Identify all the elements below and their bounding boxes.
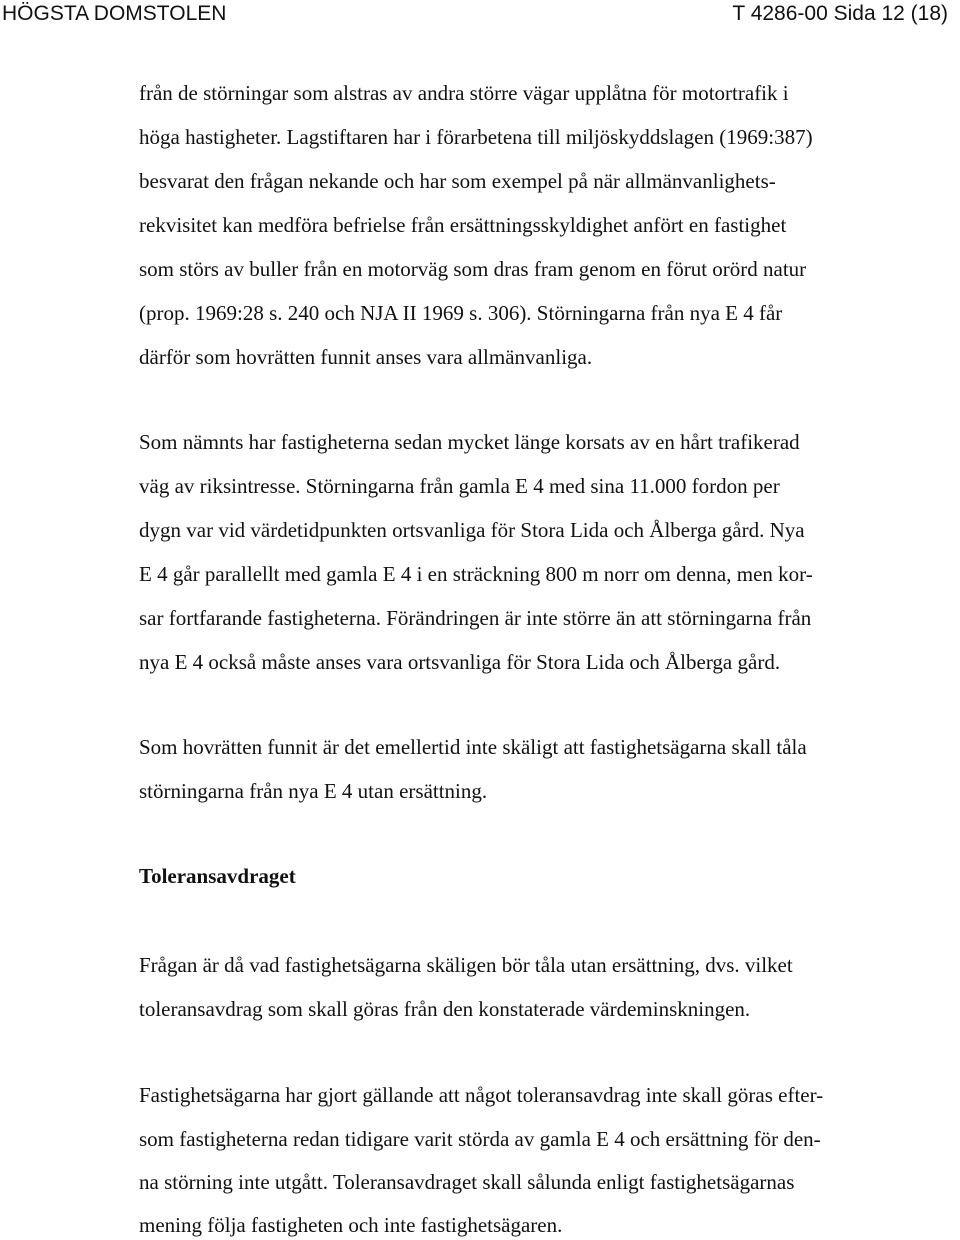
case-page-number: T 4286-00 Sida 12 (18) [732, 2, 948, 25]
text-line: störningarna från nya E 4 utan ersättning. [139, 779, 488, 803]
text-line: Som hovrätten funnit är det emellertid inte skäligt att fastighetsägarna skall tåla [139, 735, 807, 759]
text-line: höga hastigheter. Lagstiftaren har i förarbetena till miljöskyddslagen (1969:387) [139, 125, 813, 149]
text-line: toleransavdrag som skall göras från den konstaterade värdeminskningen. [139, 997, 751, 1021]
text-line: nya E 4 också måste anses vara ortsvanliga för Stora Lida och Ålberga gård. [139, 650, 781, 674]
text-line: sar fortfarande fastigheterna. Förändringen är inte större än att störningarna från [139, 606, 812, 630]
text-line: E 4 går parallellt med gamla E 4 i en sträckning 800 m norr om denna, men kor- [139, 562, 813, 586]
text-line: (prop. 1969:28 s. 240 och NJA II 1969 s. 306). Störningarna från nya E 4 får [139, 301, 783, 325]
text-line: därför som hovrätten funnit anses vara allmänvanliga. [139, 345, 593, 369]
text-line: från de störningar som alstras av andra större vägar upplåtna för motortrafik i [139, 81, 789, 105]
page-header [0, 0, 960, 28]
text-line: Fastighetsägarna har gjort gällande att något toleransavdrag inte skall göras efter- [139, 1083, 824, 1107]
text-line: mening följa fastigheten och inte fastighetsägaren. [139, 1213, 563, 1237]
text-line: som störs av buller från en motorväg som dras fram genom en förut orörd natur [139, 257, 807, 281]
text-line: dygn var vid värdetidpunkten ortsvanliga för Stora Lida och Ålberga gård. Nya [139, 518, 805, 542]
text-line: rekvisitet kan medföra befrielse från ersättningsskyldighet anfört en fastighet [139, 213, 787, 237]
text-line: Som nämnts har fastigheterna sedan mycket länge korsats av en hårt trafikerad [139, 430, 800, 454]
text-line: Frågan är då vad fastighetsägarna skäligen bör tåla utan ersättning, dvs. vilket [139, 953, 793, 977]
text-line: besvarat den frågan nekande och har som exempel på när allmänvanlighets- [139, 169, 776, 193]
court-name: HÖGSTA DOMSTOLEN [2, 2, 227, 25]
section-heading: Toleransavdraget [139, 864, 296, 888]
text-line: väg av riksintresse. Störningarna från gamla E 4 med sina 11.000 fordon per [139, 474, 780, 498]
text-line: na störning inte utgått. Toleransavdraget skall sålunda enligt fastighetsägarnas [139, 1170, 795, 1194]
text-line: som fastigheterna redan tidigare varit störda av gamla E 4 och ersättning för den- [139, 1127, 821, 1151]
